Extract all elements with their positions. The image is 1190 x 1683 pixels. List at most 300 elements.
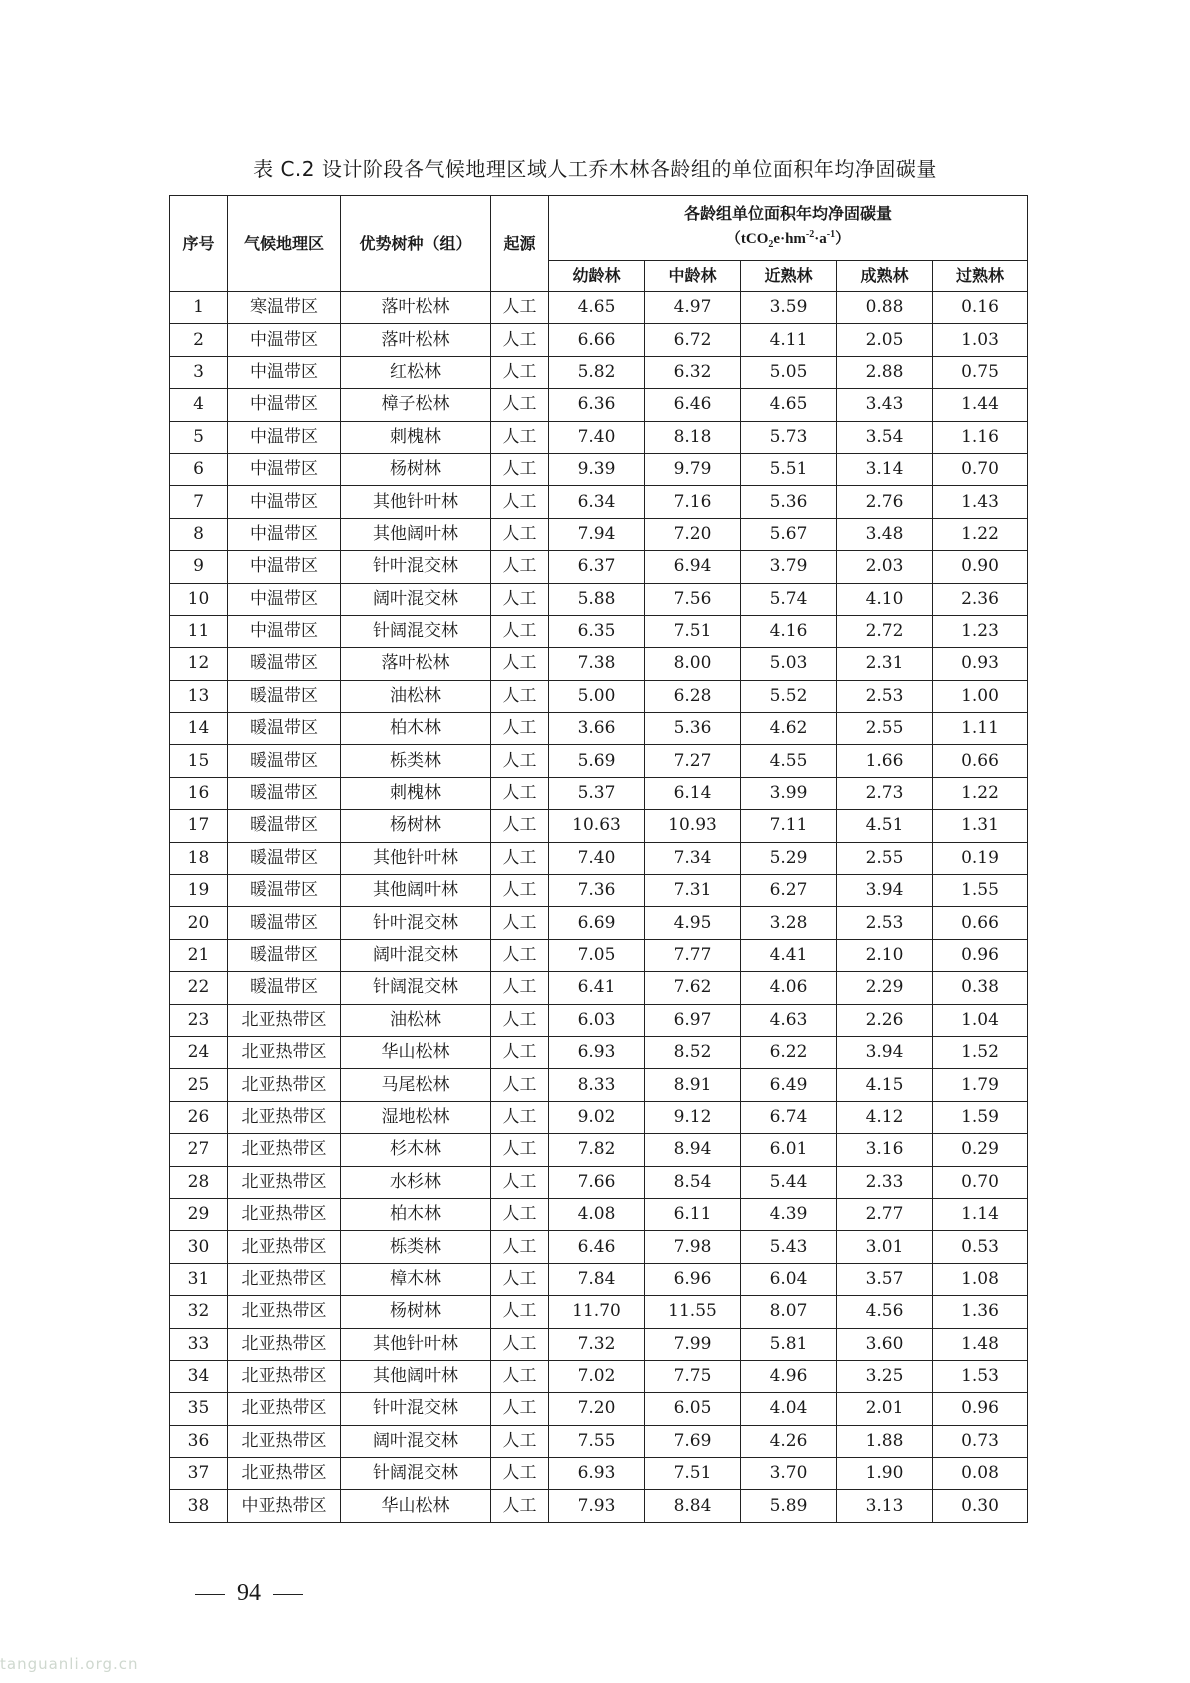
table-row [170,1134,1028,1166]
table-cell: 针叶混交林 [341,907,491,939]
table-cell: 其他针叶林 [341,1328,491,1360]
table-cell: 人工 [491,583,549,615]
table-cell: 6 [170,453,228,485]
table-cell: 2.72 [837,615,933,647]
table-cell: 其他针叶林 [341,842,491,874]
table-cell: 中温带区 [228,356,341,388]
table-cell: 人工 [491,453,549,485]
table-cell: 3.14 [837,453,933,485]
header-unit: $(tCO_2e\cdot hm^{-2}\cdot a^{-1})$ [725,229,851,250]
table-cell: 0.70 [933,1166,1028,1198]
table-cell: 4 [170,389,228,421]
table-cell: 暖温带区 [228,810,341,842]
table-cell: 7.02 [549,1360,645,1392]
table-row [170,551,1028,583]
table-cell: 华山松林 [341,1490,491,1522]
table-cell: 人工 [491,615,549,647]
table-cell: 落叶松林 [341,292,491,324]
table-cell: 2.01 [837,1393,933,1425]
header-age-middle: 中龄林 [645,261,741,292]
table-cell: 6.41 [549,972,645,1004]
table-cell: 7.34 [645,842,741,874]
table-cell: 4.56 [837,1296,933,1328]
table-cell: 4.10 [837,583,933,615]
table-cell: 3.70 [741,1458,837,1490]
table-cell: 人工 [491,1393,549,1425]
table-cell: 8.94 [645,1134,741,1166]
table-cell: 8.54 [645,1166,741,1198]
footer-dash-right [273,1594,303,1595]
table-cell: 6.27 [741,875,837,907]
table-cell: 0.29 [933,1134,1028,1166]
table-cell: 寒温带区 [228,292,341,324]
table-cell: 暖温带区 [228,907,341,939]
table-cell: 1.36 [933,1296,1028,1328]
table-cell: 6.69 [549,907,645,939]
table-cell: 1.00 [933,680,1028,712]
carbon-sequestration-table [169,195,1028,1523]
table-cell: 1.22 [933,518,1028,550]
table-row [170,1231,1028,1263]
table-cell: 5.52 [741,680,837,712]
table-cell: 8.84 [645,1490,741,1522]
table-row [170,1036,1028,1068]
table-cell: 0.16 [933,292,1028,324]
table-cell: 11.70 [549,1296,645,1328]
table-cell: 13 [170,680,228,712]
table-row [170,356,1028,388]
table-cell: 2.36 [933,583,1028,615]
table-cell: 7.27 [645,745,741,777]
table-cell: 5.73 [741,421,837,453]
table-cell: 19 [170,875,228,907]
table-cell: 人工 [491,292,549,324]
table-cell: 华山松林 [341,1036,491,1068]
table-cell: 6.49 [741,1069,837,1101]
table-cell: 6.46 [645,389,741,421]
table-cell: 人工 [491,713,549,745]
table-cell: 暖温带区 [228,939,341,971]
table-cell: 杨树林 [341,453,491,485]
table-cell: 5 [170,421,228,453]
table-cell: 6.03 [549,1004,645,1036]
table-cell: 暖温带区 [228,648,341,680]
table-cell: 1.08 [933,1263,1028,1295]
table-cell: 中温带区 [228,583,341,615]
header-index: 序号 [170,196,228,292]
table-cell: 8.52 [645,1036,741,1068]
table-cell: 2.29 [837,972,933,1004]
table-cell: 3.94 [837,1036,933,1068]
table-cell: 0.93 [933,648,1028,680]
table-cell: 7.62 [645,972,741,1004]
table-cell: 人工 [491,1296,549,1328]
table-cell: 22 [170,972,228,1004]
table-cell: 7.20 [549,1393,645,1425]
table-cell: 中温带区 [228,324,341,356]
table-cell: 2.77 [837,1198,933,1230]
table-cell: 0.75 [933,356,1028,388]
table-cell: 其他针叶林 [341,486,491,518]
table-cell: 其他阔叶林 [341,1360,491,1392]
table-cell: 0.19 [933,842,1028,874]
table-cell: 30 [170,1231,228,1263]
table-row [170,1360,1028,1392]
table-cell: 人工 [491,972,549,1004]
table-cell: 人工 [491,356,549,388]
table-cell: 4.26 [741,1425,837,1457]
table-cell: 4.41 [741,939,837,971]
table-cell: 2.05 [837,324,933,356]
table-cell: 5.81 [741,1328,837,1360]
table-cell: 0.08 [933,1458,1028,1490]
table-cell: 4.16 [741,615,837,647]
table-cell: 7.05 [549,939,645,971]
table-cell: 栎类林 [341,1231,491,1263]
table-cell: 2.03 [837,551,933,583]
table-cell: 4.65 [549,292,645,324]
table-cell: 6.22 [741,1036,837,1068]
table-cell: 3.48 [837,518,933,550]
table-cell: 3.16 [837,1134,933,1166]
table-row [170,810,1028,842]
table-cell: 7.75 [645,1360,741,1392]
table-cell: 17 [170,810,228,842]
table-cell: 3.54 [837,421,933,453]
table-cell: 6.01 [741,1134,837,1166]
table-cell: 14 [170,713,228,745]
table-cell: 3.79 [741,551,837,583]
table-cell: 水杉林 [341,1166,491,1198]
table-cell: 38 [170,1490,228,1522]
table-cell: 5.44 [741,1166,837,1198]
table-cell: 8.91 [645,1069,741,1101]
table-cell: 1.90 [837,1458,933,1490]
table-cell: 人工 [491,389,549,421]
table-cell: 2.33 [837,1166,933,1198]
table-cell: 7.69 [645,1425,741,1457]
page-footer [183,1580,315,1607]
table-cell: 3 [170,356,228,388]
table-row [170,1069,1028,1101]
header-group [549,196,1028,261]
table-cell: 0.30 [933,1490,1028,1522]
table-cell: 人工 [491,777,549,809]
table-cell: 8 [170,518,228,550]
table-cell: 1.23 [933,615,1028,647]
table-cell: 7.11 [741,810,837,842]
table-cell: 1 [170,292,228,324]
table-cell: 9.79 [645,453,741,485]
table-cell: 樟木林 [341,1263,491,1295]
table-cell: 针阔混交林 [341,972,491,1004]
table-cell: 暖温带区 [228,680,341,712]
table-cell: 7.82 [549,1134,645,1166]
header-region: 气候地理区 [228,196,341,292]
table-cell: 11.55 [645,1296,741,1328]
table-cell: 1.48 [933,1328,1028,1360]
table-cell: 油松林 [341,1004,491,1036]
table-cell: 人工 [491,1231,549,1263]
table-row [170,713,1028,745]
table-title: 表 C.2 设计阶段各气候地理区域人工乔木林各龄组的单位面积年均净固碳量 [253,157,937,181]
table-cell: 6.11 [645,1198,741,1230]
table-row [170,1004,1028,1036]
table-cell: 28 [170,1166,228,1198]
table-cell: 刺槐林 [341,421,491,453]
table-cell: 4.12 [837,1101,933,1133]
table-cell: 1.22 [933,777,1028,809]
table-cell: 5.74 [741,583,837,615]
table-cell: 针叶混交林 [341,551,491,583]
table-cell: 4.04 [741,1393,837,1425]
table-cell: 2.53 [837,907,933,939]
table-cell: 1.44 [933,389,1028,421]
table-cell: 6.74 [741,1101,837,1133]
table-cell: 18 [170,842,228,874]
table-cell: 1.31 [933,810,1028,842]
table-cell: 1.79 [933,1069,1028,1101]
table-cell: 中温带区 [228,551,341,583]
table-cell: 3.66 [549,713,645,745]
table-row [170,1263,1028,1295]
table-cell: 人工 [491,648,549,680]
table-cell: 4.11 [741,324,837,356]
table-cell: 北亚热带区 [228,1198,341,1230]
table-cell: 8.07 [741,1296,837,1328]
header-species: 优势树种（组） [341,196,491,292]
table-cell: 1.16 [933,421,1028,453]
table-row [170,1328,1028,1360]
table-cell: 35 [170,1393,228,1425]
table-cell: 24 [170,1036,228,1068]
table-row [170,1166,1028,1198]
table-cell: 1.03 [933,324,1028,356]
table-cell: 6.94 [645,551,741,583]
table-cell: 6.96 [645,1263,741,1295]
table-cell: 4.97 [645,292,741,324]
table-cell: 阔叶混交林 [341,1425,491,1457]
header-age-young: 幼龄林 [549,261,645,292]
table-cell: 4.06 [741,972,837,1004]
table-cell: 阔叶混交林 [341,939,491,971]
table-row [170,486,1028,518]
table-cell: 7.94 [549,518,645,550]
table-cell: 暖温带区 [228,842,341,874]
table-cell: 刺槐林 [341,777,491,809]
table-cell: 6.34 [549,486,645,518]
table-cell: 中温带区 [228,453,341,485]
table-cell: 7.40 [549,842,645,874]
table-cell: 中温带区 [228,421,341,453]
table-cell: 34 [170,1360,228,1392]
table-cell: 人工 [491,1328,549,1360]
header-age-overmature: 过熟林 [933,261,1028,292]
table-cell: 2.55 [837,713,933,745]
table-cell: 7.51 [645,1458,741,1490]
table-cell: 10.93 [645,810,741,842]
table-row [170,1458,1028,1490]
table-cell: 5.00 [549,680,645,712]
header-group-title: 各龄组单位面积年均净固碳量 [684,204,893,223]
table-cell: 4.62 [741,713,837,745]
table-cell: 8.18 [645,421,741,453]
table-cell: 北亚热带区 [228,1134,341,1166]
table-cell: 27 [170,1134,228,1166]
table-cell: 北亚热带区 [228,1004,341,1036]
table-cell: 8.00 [645,648,741,680]
table-cell: 油松林 [341,680,491,712]
table-cell: 4.63 [741,1004,837,1036]
table-cell: 2.10 [837,939,933,971]
table-cell: 马尾松林 [341,1069,491,1101]
table-cell: 6.46 [549,1231,645,1263]
table-cell: 湿地松林 [341,1101,491,1133]
table-cell: 6.35 [549,615,645,647]
table-cell: 人工 [491,1004,549,1036]
table-cell: 11 [170,615,228,647]
table-row [170,1101,1028,1133]
table-cell: 2.26 [837,1004,933,1036]
table-cell: 25 [170,1069,228,1101]
table-cell: 7.93 [549,1490,645,1522]
table-cell: 6.72 [645,324,741,356]
table-cell: 北亚热带区 [228,1101,341,1133]
table-cell: 北亚热带区 [228,1360,341,1392]
table-cell: 5.36 [645,713,741,745]
table-cell: 北亚热带区 [228,1263,341,1295]
table-cell: 0.96 [933,1393,1028,1425]
table-cell: 5.89 [741,1490,837,1522]
header-origin: 起源 [491,196,549,292]
table-cell: 北亚热带区 [228,1393,341,1425]
table-cell: 5.36 [741,486,837,518]
table-cell: 樟子松林 [341,389,491,421]
table-cell: 中温带区 [228,615,341,647]
table-cell: 3.60 [837,1328,933,1360]
table-cell: 人工 [491,324,549,356]
table-cell: 7 [170,486,228,518]
table-cell: 23 [170,1004,228,1036]
table-cell: 4.95 [645,907,741,939]
table-cell: 5.37 [549,777,645,809]
table-cell: 4.08 [549,1198,645,1230]
table-cell: 人工 [491,1263,549,1295]
table-cell: 5.43 [741,1231,837,1263]
table-cell: 人工 [491,939,549,971]
table-cell: 9.02 [549,1101,645,1133]
table-cell: 人工 [491,842,549,874]
table-cell: 4.55 [741,745,837,777]
table-cell: 6.28 [645,680,741,712]
table-cell: 20 [170,907,228,939]
table-cell: 中温带区 [228,518,341,550]
table-row [170,745,1028,777]
table-cell: 5.82 [549,356,645,388]
table-cell: 人工 [491,1458,549,1490]
table-cell: 4.96 [741,1360,837,1392]
table-cell: 5.05 [741,356,837,388]
table-cell: 0.73 [933,1425,1028,1457]
table-cell: 其他阔叶林 [341,875,491,907]
table-cell: 人工 [491,810,549,842]
table-cell: 北亚热带区 [228,1069,341,1101]
table-cell: 6.93 [549,1458,645,1490]
table-cell: 2.76 [837,486,933,518]
table-cell: 0.90 [933,551,1028,583]
footer-dash-left [195,1594,225,1595]
table-cell: 1.14 [933,1198,1028,1230]
table-row [170,389,1028,421]
table-cell: 人工 [491,1360,549,1392]
table-cell: 人工 [491,421,549,453]
table-cell: 9.12 [645,1101,741,1133]
table-row [170,907,1028,939]
table-cell: 北亚热带区 [228,1231,341,1263]
table-cell: 7.98 [645,1231,741,1263]
table-cell: 5.69 [549,745,645,777]
table-row [170,939,1028,971]
table-cell: 6.14 [645,777,741,809]
table-cell: 北亚热带区 [228,1328,341,1360]
table-cell: 其他阔叶林 [341,518,491,550]
table-cell: 5.88 [549,583,645,615]
table-cell: 2.31 [837,648,933,680]
table-cell: 3.99 [741,777,837,809]
table-cell: 人工 [491,680,549,712]
table-cell: 7.84 [549,1263,645,1295]
table-cell: 6.05 [645,1393,741,1425]
table-cell: 人工 [491,1036,549,1068]
table-cell: 2.88 [837,356,933,388]
table-row [170,583,1028,615]
table-cell: 6.97 [645,1004,741,1036]
table-cell: 3.43 [837,389,933,421]
table-cell: 5.67 [741,518,837,550]
table-row [170,842,1028,874]
table-cell: 4.15 [837,1069,933,1101]
table-cell: 1.52 [933,1036,1028,1068]
table-cell: 32 [170,1296,228,1328]
table-cell: 15 [170,745,228,777]
table-cell: 7.38 [549,648,645,680]
table-cell: 北亚热带区 [228,1166,341,1198]
table-cell: 柏木林 [341,1198,491,1230]
table-cell: 2 [170,324,228,356]
table-cell: 柏木林 [341,713,491,745]
table-cell: 1.04 [933,1004,1028,1036]
table-cell: 杨树林 [341,1296,491,1328]
table-cell: 10 [170,583,228,615]
table-cell: 3.28 [741,907,837,939]
table-cell: 暖温带区 [228,745,341,777]
table-cell: 37 [170,1458,228,1490]
table-row [170,518,1028,550]
table-row [170,324,1028,356]
table-cell: 3.25 [837,1360,933,1392]
table-cell: 7.77 [645,939,741,971]
table-cell: 2.53 [837,680,933,712]
table-cell: 阔叶混交林 [341,583,491,615]
table-cell: 7.32 [549,1328,645,1360]
table-row [170,1393,1028,1425]
table-cell: 0.70 [933,453,1028,485]
table-body [170,292,1028,1523]
table-cell: 0.38 [933,972,1028,1004]
header-age-premature: 近熟林 [741,261,837,292]
table-cell: 0.66 [933,745,1028,777]
table-cell: 针阔混交林 [341,615,491,647]
